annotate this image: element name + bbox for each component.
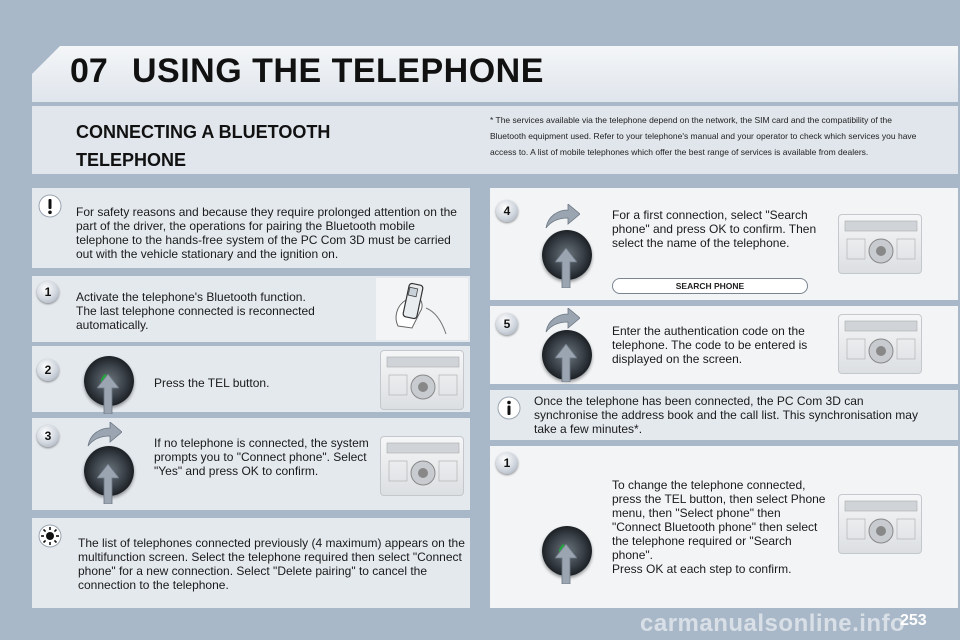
step-5-text: Enter the authentication code on the telephone. The code to be entered is displayed on the screen. [612,324,808,366]
section-title: CONNECTING A BLUETOOTH TELEPHONE [76,122,331,170]
tip-text: The list of telephones connected previously (4 maximum) appears on the multifunction screen. Select the telephone required then select "Connect phone" for a new connection. Select "Delete pairing" to cancel the connection to the telephone. [78,536,465,592]
audio-console-image [380,436,464,496]
info-icon [497,396,521,420]
step-2-text: Press the TEL button. [154,376,270,390]
phone-hand-illustration [376,278,468,340]
chapter-number: 07 [70,52,108,90]
exclamation-icon [38,194,62,218]
step-1-text: Activate the telephone's Bluetooth function. The last telephone connected is reconnected automatically. [76,290,315,332]
curved-arrow-icon [544,204,580,230]
sun-tip-icon [38,524,62,548]
step-4-badge: 4 [496,200,518,222]
footnote: * The services available via the telephone depend on the network, the SIM card and the compatibility of the Bluetooth equipment used. Refer to your telephone's manual and your operator to check which services you have access to. A list of mobile telephones which offer the best range of services is available from dealers. [490,115,917,157]
audio-console-image [380,350,464,410]
step-3-text: If no telephone is connected, the system prompts you to "Connect phone". Select "Yes" and press OK to confirm. [154,436,369,478]
audio-console-image [838,494,922,554]
watermark: carmanualsonline.info [640,610,906,637]
step-1-badge: 1 [37,281,59,303]
change-phone-badge: 1 [496,452,518,474]
step-3-badge: 3 [37,425,59,447]
curved-arrow-icon [86,422,122,448]
search-phone-screen-label: SEARCH PHONE [612,278,808,294]
info-text: Once the telephone has been connected, the PC Com 3D can synchronise the address book and the call list. This synchronisation may take a few minutes*. [534,394,918,436]
up-arrow-icon [555,344,577,382]
audio-console-image [838,214,922,274]
step-4-text: For a first connection, select "Search phone" and press OK to confirm. Then select the name of the telephone. [612,208,817,250]
step-2-badge: 2 [37,359,59,381]
up-arrow-icon [555,248,577,288]
change-phone-text: To change the telephone connected, press the TEL button, then select Phone menu, then "Select phone" then "Connect Bluetooth phone" then select the telephone required or "Search phone". Press OK at each step to confirm. [612,478,826,576]
audio-console-image [838,314,922,374]
up-arrow-icon [97,464,119,504]
up-arrow-icon [555,544,577,584]
page-number: 253 [900,612,927,629]
warning-text: For safety reasons and because they require prolonged attention on the part of the driver, the operations for pairing the Bluetooth mobile telephone to the hands-free system of the PC Com 3D must be carried out with the vehicle stationary and the ignition on. [76,205,457,261]
up-arrow-icon [97,374,119,414]
page-title: USING THE TELEPHONE [132,52,544,90]
step-5-badge: 5 [496,313,518,335]
